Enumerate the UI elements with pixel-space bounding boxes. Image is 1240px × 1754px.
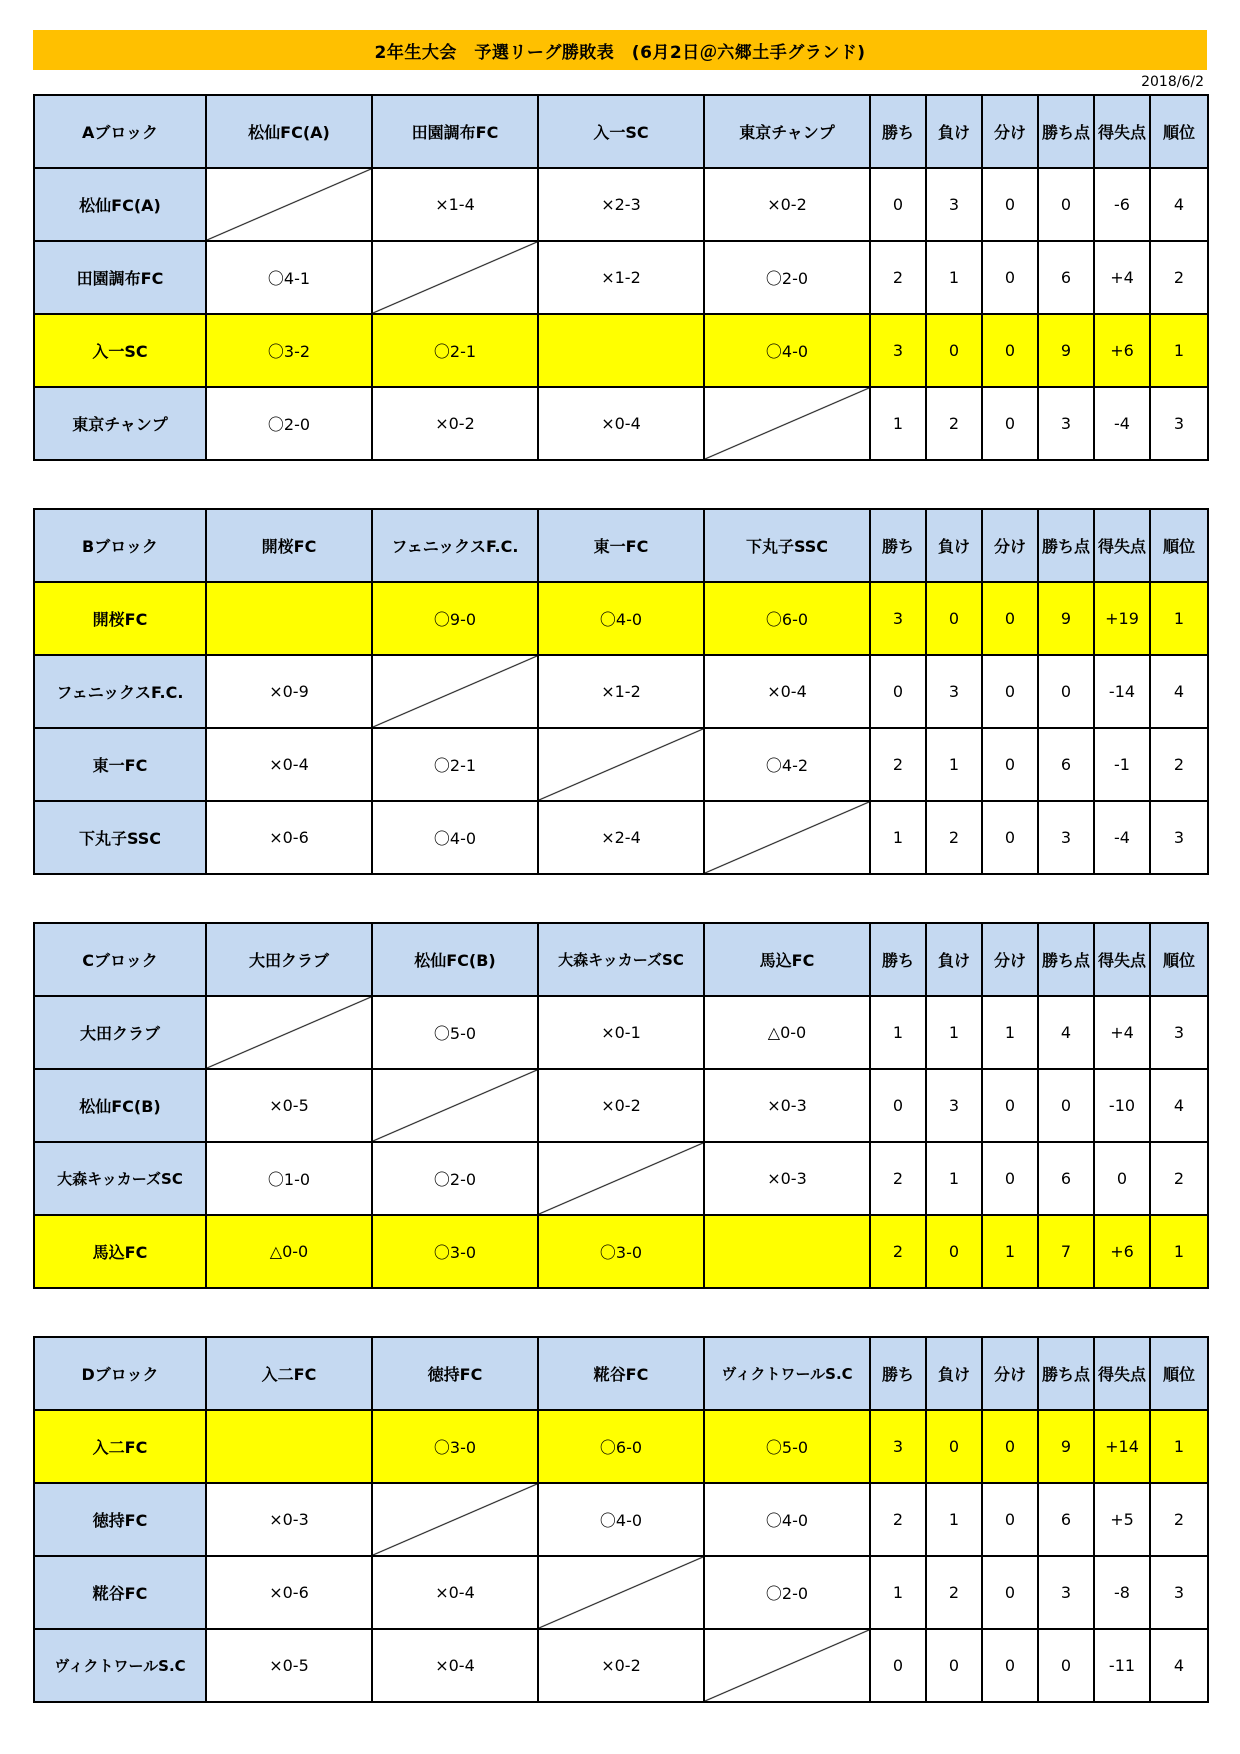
stat-header-wins: 勝ち — [870, 923, 926, 996]
team-header: 東京チャンプ — [704, 95, 870, 168]
team-header: 徳持FC — [372, 1337, 538, 1410]
stat-points: 0 — [1038, 1069, 1094, 1142]
block-name: Aブロック — [34, 95, 206, 168]
stat-points: 3 — [1038, 801, 1094, 874]
stat-losses: 1 — [926, 996, 982, 1069]
result-cell: 〇5-0 — [704, 1410, 870, 1483]
result-cell: ×0-9 — [206, 655, 372, 728]
stat-header-rank: 順位 — [1150, 509, 1208, 582]
result-cell: 〇5-0 — [372, 996, 538, 1069]
diagonal-cell — [538, 728, 704, 801]
stat-header-wins: 勝ち — [870, 95, 926, 168]
stat-header-rank: 順位 — [1150, 923, 1208, 996]
stat-header-losses: 負け — [926, 1337, 982, 1410]
team-header: 松仙FC(A) — [206, 95, 372, 168]
stat-header-points: 勝ち点 — [1038, 923, 1094, 996]
stat-goal-diff: +5 — [1094, 1483, 1150, 1556]
team-row — [34, 728, 1208, 801]
stat-goal-diff: -11 — [1094, 1629, 1150, 1702]
result-cell: 〇3-0 — [372, 1215, 538, 1288]
stat-draws: 0 — [982, 314, 1038, 387]
stat-rank: 1 — [1150, 582, 1208, 655]
result-cell: ×0-4 — [538, 387, 704, 460]
diagonal-cell — [372, 1483, 538, 1556]
team-row-winner — [34, 582, 1208, 655]
stat-goal-diff: +6 — [1094, 314, 1150, 387]
stat-points: 3 — [1038, 387, 1094, 460]
stat-draws: 0 — [982, 1410, 1038, 1483]
stat-wins: 3 — [870, 314, 926, 387]
block-table-b — [33, 508, 1209, 875]
stat-rank: 3 — [1150, 801, 1208, 874]
result-cell: 〇2-0 — [704, 241, 870, 314]
stat-losses: 1 — [926, 728, 982, 801]
team-row — [34, 996, 1208, 1069]
stat-rank: 2 — [1150, 241, 1208, 314]
stat-wins: 1 — [870, 801, 926, 874]
stat-points: 6 — [1038, 241, 1094, 314]
stat-points: 9 — [1038, 1410, 1094, 1483]
team-header: フェニックスF.C. — [372, 509, 538, 582]
row-team-label: 下丸子SSC — [34, 801, 206, 874]
result-cell: ×0-6 — [206, 801, 372, 874]
stat-draws: 0 — [982, 582, 1038, 655]
stat-rank: 3 — [1150, 1556, 1208, 1629]
team-header: 下丸子SSC — [704, 509, 870, 582]
stat-wins: 2 — [870, 728, 926, 801]
stat-goal-diff: -4 — [1094, 387, 1150, 460]
stat-header-goal-diff: 得失点 — [1094, 509, 1150, 582]
stat-draws: 0 — [982, 1142, 1038, 1215]
result-cell: ×0-4 — [372, 1556, 538, 1629]
result-cell: ×0-4 — [372, 1629, 538, 1702]
stat-wins: 3 — [870, 582, 926, 655]
result-cell: ×0-3 — [704, 1069, 870, 1142]
stat-losses: 0 — [926, 1629, 982, 1702]
result-cell: 〇2-0 — [372, 1142, 538, 1215]
result-cell: 〇4-2 — [704, 728, 870, 801]
stat-rank: 1 — [1150, 1215, 1208, 1288]
team-row — [34, 241, 1208, 314]
page-title: 2年生大会 予選リーグ勝敗表 (6月2日＠六郷土手グランド) — [33, 30, 1207, 70]
stat-header-draws: 分け — [982, 509, 1038, 582]
stat-rank: 4 — [1150, 1629, 1208, 1702]
diagonal-cell — [704, 801, 870, 874]
stat-rank: 1 — [1150, 1410, 1208, 1483]
stat-wins: 2 — [870, 1215, 926, 1288]
stat-draws: 0 — [982, 728, 1038, 801]
diagonal-cell — [538, 314, 704, 387]
result-cell: ×2-3 — [538, 168, 704, 241]
stat-draws: 0 — [982, 655, 1038, 728]
block-table-d — [33, 1336, 1209, 1703]
result-cell: ×0-2 — [538, 1069, 704, 1142]
stat-rank: 1 — [1150, 314, 1208, 387]
stat-rank: 4 — [1150, 168, 1208, 241]
stat-losses: 0 — [926, 1215, 982, 1288]
row-team-label: 馬込FC — [34, 1215, 206, 1288]
stat-points: 0 — [1038, 1629, 1094, 1702]
stat-header-goal-diff: 得失点 — [1094, 1337, 1150, 1410]
stat-losses: 3 — [926, 655, 982, 728]
stat-losses: 3 — [926, 1069, 982, 1142]
team-row — [34, 1069, 1208, 1142]
stat-header-losses: 負け — [926, 509, 982, 582]
result-cell: ×0-4 — [206, 728, 372, 801]
stat-losses: 2 — [926, 801, 982, 874]
stat-goal-diff: 0 — [1094, 1142, 1150, 1215]
team-header: 松仙FC(B) — [372, 923, 538, 996]
stat-rank: 2 — [1150, 1483, 1208, 1556]
stat-wins: 3 — [870, 1410, 926, 1483]
result-cell: 〇3-0 — [372, 1410, 538, 1483]
stat-draws: 0 — [982, 387, 1038, 460]
stat-draws: 0 — [982, 1069, 1038, 1142]
stat-draws: 0 — [982, 801, 1038, 874]
team-header: 東一FC — [538, 509, 704, 582]
stat-draws: 0 — [982, 168, 1038, 241]
stat-points: 4 — [1038, 996, 1094, 1069]
block-name: Cブロック — [34, 923, 206, 996]
stat-goal-diff: -4 — [1094, 801, 1150, 874]
diagonal-cell — [704, 387, 870, 460]
stat-wins: 2 — [870, 1142, 926, 1215]
team-header: 馬込FC — [704, 923, 870, 996]
result-cell: ×0-3 — [704, 1142, 870, 1215]
result-cell: 〇6-0 — [704, 582, 870, 655]
stat-goal-diff: +4 — [1094, 241, 1150, 314]
result-cell: 〇4-0 — [704, 1483, 870, 1556]
header-row — [34, 923, 1208, 996]
stat-points: 6 — [1038, 1483, 1094, 1556]
team-header: 開桜FC — [206, 509, 372, 582]
stat-points: 6 — [1038, 728, 1094, 801]
team-row — [34, 1629, 1208, 1702]
stat-draws: 0 — [982, 1483, 1038, 1556]
row-team-label: 田園調布FC — [34, 241, 206, 314]
result-cell: ×1-2 — [538, 655, 704, 728]
stat-header-goal-diff: 得失点 — [1094, 923, 1150, 996]
result-cell: ×0-5 — [206, 1629, 372, 1702]
stat-header-losses: 負け — [926, 923, 982, 996]
stat-draws: 0 — [982, 1556, 1038, 1629]
row-team-label: 入一SC — [34, 314, 206, 387]
diagonal-cell — [704, 1215, 870, 1288]
row-team-label: フェニックスF.C. — [34, 655, 206, 728]
stat-losses: 2 — [926, 387, 982, 460]
header-row — [34, 509, 1208, 582]
result-cell: ×0-4 — [704, 655, 870, 728]
stat-header-losses: 負け — [926, 95, 982, 168]
stat-wins: 0 — [870, 655, 926, 728]
header-row — [34, 1337, 1208, 1410]
stat-losses: 1 — [926, 1142, 982, 1215]
stat-rank: 2 — [1150, 728, 1208, 801]
diagonal-cell — [372, 1069, 538, 1142]
result-cell: 〇9-0 — [372, 582, 538, 655]
diagonal-cell — [372, 241, 538, 314]
stat-header-points: 勝ち点 — [1038, 95, 1094, 168]
stat-losses: 3 — [926, 168, 982, 241]
block-table-a — [33, 94, 1209, 461]
team-header: 田園調布FC — [372, 95, 538, 168]
stat-header-draws: 分け — [982, 923, 1038, 996]
stat-header-draws: 分け — [982, 1337, 1038, 1410]
team-row-winner — [34, 1410, 1208, 1483]
stat-wins: 1 — [870, 1556, 926, 1629]
result-cell: 〇6-0 — [538, 1410, 704, 1483]
stat-wins: 0 — [870, 1069, 926, 1142]
row-team-label: 東一FC — [34, 728, 206, 801]
stat-goal-diff: +4 — [1094, 996, 1150, 1069]
result-cell: 〇3-0 — [538, 1215, 704, 1288]
stat-goal-diff: -8 — [1094, 1556, 1150, 1629]
row-team-label: 東京チャンプ — [34, 387, 206, 460]
team-row — [34, 1483, 1208, 1556]
result-cell: 〇4-1 — [206, 241, 372, 314]
stat-draws: 1 — [982, 996, 1038, 1069]
block-name: Bブロック — [34, 509, 206, 582]
stat-header-rank: 順位 — [1150, 95, 1208, 168]
stat-header-draws: 分け — [982, 95, 1038, 168]
result-cell: 〇4-0 — [538, 1483, 704, 1556]
result-cell: △0-0 — [704, 996, 870, 1069]
stat-losses: 0 — [926, 314, 982, 387]
stat-points: 9 — [1038, 582, 1094, 655]
team-header: 入二FC — [206, 1337, 372, 1410]
result-cell: 〇4-0 — [704, 314, 870, 387]
stat-wins: 1 — [870, 387, 926, 460]
result-cell: ×2-4 — [538, 801, 704, 874]
stat-points: 3 — [1038, 1556, 1094, 1629]
stat-losses: 1 — [926, 241, 982, 314]
row-team-label: 開桜FC — [34, 582, 206, 655]
header-row — [34, 95, 1208, 168]
diagonal-cell — [206, 168, 372, 241]
block-name: Dブロック — [34, 1337, 206, 1410]
stat-goal-diff: +14 — [1094, 1410, 1150, 1483]
result-cell: ×0-1 — [538, 996, 704, 1069]
stat-rank: 2 — [1150, 1142, 1208, 1215]
diagonal-cell — [538, 1556, 704, 1629]
result-cell: △0-0 — [206, 1215, 372, 1288]
result-cell: ×0-5 — [206, 1069, 372, 1142]
result-cell: 〇3-2 — [206, 314, 372, 387]
stat-rank: 4 — [1150, 655, 1208, 728]
stat-points: 6 — [1038, 1142, 1094, 1215]
stat-wins: 0 — [870, 1629, 926, 1702]
diagonal-cell — [206, 582, 372, 655]
stat-wins: 1 — [870, 996, 926, 1069]
result-cell: ×0-2 — [704, 168, 870, 241]
result-cell: ×0-2 — [372, 387, 538, 460]
stat-header-rank: 順位 — [1150, 1337, 1208, 1410]
team-row — [34, 1142, 1208, 1215]
team-header: 入一SC — [538, 95, 704, 168]
row-team-label: 松仙FC(B) — [34, 1069, 206, 1142]
stat-losses: 2 — [926, 1556, 982, 1629]
stat-wins: 0 — [870, 168, 926, 241]
diagonal-cell — [372, 655, 538, 728]
team-row — [34, 801, 1208, 874]
team-row-winner — [34, 1215, 1208, 1288]
result-cell: 〇2-0 — [206, 387, 372, 460]
team-header: ヴィクトワールS.C — [704, 1337, 870, 1410]
stat-header-wins: 勝ち — [870, 509, 926, 582]
result-cell: 〇4-0 — [538, 582, 704, 655]
stat-goal-diff: +6 — [1094, 1215, 1150, 1288]
stat-goal-diff: -10 — [1094, 1069, 1150, 1142]
team-header: 大田クラブ — [206, 923, 372, 996]
team-row — [34, 168, 1208, 241]
stat-draws: 0 — [982, 241, 1038, 314]
team-header: 大森キッカーズSC — [538, 923, 704, 996]
result-cell: 〇2-0 — [704, 1556, 870, 1629]
row-team-label: 入二FC — [34, 1410, 206, 1483]
result-cell: 〇4-0 — [372, 801, 538, 874]
result-cell: 〇1-0 — [206, 1142, 372, 1215]
stat-losses: 0 — [926, 582, 982, 655]
row-team-label: 松仙FC(A) — [34, 168, 206, 241]
diagonal-cell — [206, 996, 372, 1069]
stat-goal-diff: -1 — [1094, 728, 1150, 801]
stat-header-goal-diff: 得失点 — [1094, 95, 1150, 168]
stat-losses: 0 — [926, 1410, 982, 1483]
team-row — [34, 655, 1208, 728]
result-cell: ×1-4 — [372, 168, 538, 241]
stat-header-points: 勝ち点 — [1038, 509, 1094, 582]
row-team-label: 大森キッカーズSC — [34, 1142, 206, 1215]
team-row-winner — [34, 314, 1208, 387]
stat-wins: 2 — [870, 241, 926, 314]
stat-draws: 0 — [982, 1629, 1038, 1702]
result-cell: ×0-6 — [206, 1556, 372, 1629]
row-team-label: 糀谷FC — [34, 1556, 206, 1629]
stat-rank: 3 — [1150, 387, 1208, 460]
stat-header-wins: 勝ち — [870, 1337, 926, 1410]
stat-rank: 3 — [1150, 996, 1208, 1069]
stat-losses: 1 — [926, 1483, 982, 1556]
stat-rank: 4 — [1150, 1069, 1208, 1142]
block-table-c — [33, 922, 1209, 1289]
diagonal-cell — [538, 1142, 704, 1215]
result-cell: ×0-2 — [538, 1629, 704, 1702]
stat-header-points: 勝ち点 — [1038, 1337, 1094, 1410]
stat-points: 0 — [1038, 168, 1094, 241]
stat-goal-diff: -14 — [1094, 655, 1150, 728]
stat-draws: 1 — [982, 1215, 1038, 1288]
team-header: 糀谷FC — [538, 1337, 704, 1410]
diagonal-cell — [704, 1629, 870, 1702]
stat-points: 9 — [1038, 314, 1094, 387]
result-cell: 〇2-1 — [372, 728, 538, 801]
stat-goal-diff: -6 — [1094, 168, 1150, 241]
team-row — [34, 387, 1208, 460]
date-label: 2018/6/2 — [1141, 74, 1204, 90]
team-row — [34, 1556, 1208, 1629]
stat-wins: 2 — [870, 1483, 926, 1556]
row-team-label: 大田クラブ — [34, 996, 206, 1069]
result-cell: ×1-2 — [538, 241, 704, 314]
row-team-label: ヴィクトワールS.C — [34, 1629, 206, 1702]
result-cell: ×0-3 — [206, 1483, 372, 1556]
row-team-label: 徳持FC — [34, 1483, 206, 1556]
diagonal-cell — [206, 1410, 372, 1483]
stat-goal-diff: +19 — [1094, 582, 1150, 655]
stat-points: 0 — [1038, 655, 1094, 728]
result-cell: 〇2-1 — [372, 314, 538, 387]
stat-points: 7 — [1038, 1215, 1094, 1288]
